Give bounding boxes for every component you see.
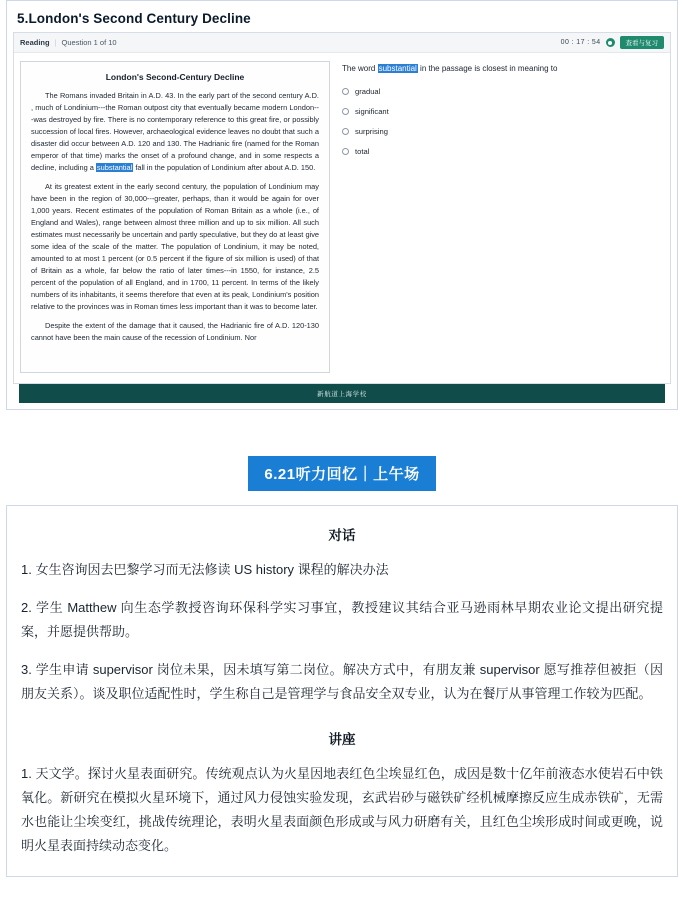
group-heading-conversation: 对话 xyxy=(328,528,356,543)
passage-paragraph: At its greatest extent in the early second century, the population of Londinium may have been in the region of 30,000---greater, perhaps, than it would be again for over 1,000 years. Recent estimates of the population of Roman Britain as a whole (i.e., of England and Wales), range between almost three million and up to six million. All such estimates must necessarily be uncertain and partly speculative, but they do at least give some idea of the scale of the matter. The population of Londinium, it may be noted, amounted to at most 1 percent (or 0.5 percent if the figure of six million is used) of that of Britain as a whole, far below the ratio of later times---in 1550, for instance, 2.5 percent of the population of all England, and in 1700, 11 percent. In terms of the likely numbers of its inhabitants, it seems therefore that even at its peak, Londinium's position relative to the provinces was in Roman times less important than it was to become later. xyxy=(31,181,319,311)
radio-icon[interactable] xyxy=(342,88,349,95)
passage-pane xyxy=(20,61,330,373)
passage-title: London's Second-Century Decline xyxy=(105,72,245,82)
passage-paragraph xyxy=(31,90,319,174)
question-pane xyxy=(340,61,664,373)
answer-option-label: significant xyxy=(355,107,389,116)
breadcrumb-separator: | xyxy=(54,38,57,47)
answer-option-label: total xyxy=(355,147,370,156)
question-counter: Question 1 of 10 xyxy=(61,38,117,47)
app-toolbar xyxy=(14,33,670,53)
passage-paragraph-1-post: fall in the population of Londinium after about A.D. 150. xyxy=(133,162,316,172)
question-stem xyxy=(342,63,660,75)
list-item: 1. 天文学。探讨火星表面研究。传统观点认为火星因地表红色尘埃显红色，成因是数十亿年前液态水使岩石中铁氧化。新研究在模拟火星环境下，通过风力侵蚀实验发现，玄武岩砂与磁铁矿经机械摩擦反应生成赤铁矿，无需水也能让尘埃变红，挑战传统理论，表明火星表面颜色形成或与风力研磨有关，且红色尘埃形成时间或更晚，说明火星表面持续动态变化。 xyxy=(21,766,663,854)
breadcrumb-reading: Reading xyxy=(20,38,50,47)
question-stem-pre: The word xyxy=(342,64,378,73)
passage-paragraph: Despite the extent of the damage that it caused, the Hadrianic fire of A.D. 120-130 cannot have been the main cause of the recession of Londinium. Nor xyxy=(31,320,319,342)
app-footer-wrap xyxy=(13,384,671,409)
answer-option-label: surprising xyxy=(355,127,388,136)
question-stem-highlight: substantial xyxy=(378,64,417,73)
group-heading-lecture: 讲座 xyxy=(328,732,356,748)
passage-paragraph-1-pre: The Romans invaded Britain in A.D. 43. In the early part of the second century A.D. , much of Londinium---the Roman outpost city that eventually became modern London---was destroyed by fire. There is no contemporary reference to this great fire, or possibly succession of local fires. However, archaeological evidence leaves no doubt that such a disaster did occur between A.D. 120 and 130. The Hadrianic fire (named for the Roman emperor of that time) marks the onset of a profound change, and in some respects a decline, including a xyxy=(31,91,319,172)
volume-icon[interactable] xyxy=(606,38,615,47)
toolbar-right-group xyxy=(561,36,664,49)
answer-option[interactable] xyxy=(342,87,660,96)
question-stem-post: in the passage is closest in meaning to xyxy=(417,64,558,73)
list-item: 1. 女生咨询因去巴黎学习而无法修读 US history 课程的解决办法 xyxy=(21,562,389,577)
reading-screenshot-card xyxy=(6,0,678,410)
radio-icon[interactable] xyxy=(342,108,349,115)
review-button[interactable]: 查看与复习 xyxy=(620,36,665,49)
banner-wrap xyxy=(0,444,684,505)
answer-option-label: gradual xyxy=(355,87,381,96)
list-item: 2. 学生 Matthew 向生态学教授咨询环保科学实习事宜，教授建议其结合亚马逊雨林早期农业论文提出研究提案，并愿提供帮助。 xyxy=(21,600,663,640)
timer-label: 00 : 17 : 54 xyxy=(560,39,601,46)
answer-option[interactable] xyxy=(342,107,660,116)
app-body xyxy=(14,53,670,383)
radio-icon[interactable] xyxy=(342,128,349,135)
toefl-app-window xyxy=(13,32,671,384)
section-spacer xyxy=(0,410,684,444)
radio-icon[interactable] xyxy=(342,148,349,155)
answer-option[interactable] xyxy=(342,127,660,136)
page-title: 5.London's Second Century Decline xyxy=(17,11,251,26)
section-banner: 6.21听力回忆｜上午场 xyxy=(248,456,435,491)
list-item: 3. 学生申请 supervisor 岗位未果，因未填写第二岗位。解决方式中，有朋友兼 supervisor 愿写推荐但被拒（因朋友关系）。谈及职位适配性时，学生称自己是管理学与食品安全双专业，认为在餐厅从事管理工作较为匹配。 xyxy=(21,662,663,702)
answer-option[interactable] xyxy=(342,147,660,156)
listening-recall-card xyxy=(6,505,678,877)
app-footer-watermark: 新航道上海学校 xyxy=(19,384,665,403)
highlighted-word: substantial xyxy=(96,162,133,172)
